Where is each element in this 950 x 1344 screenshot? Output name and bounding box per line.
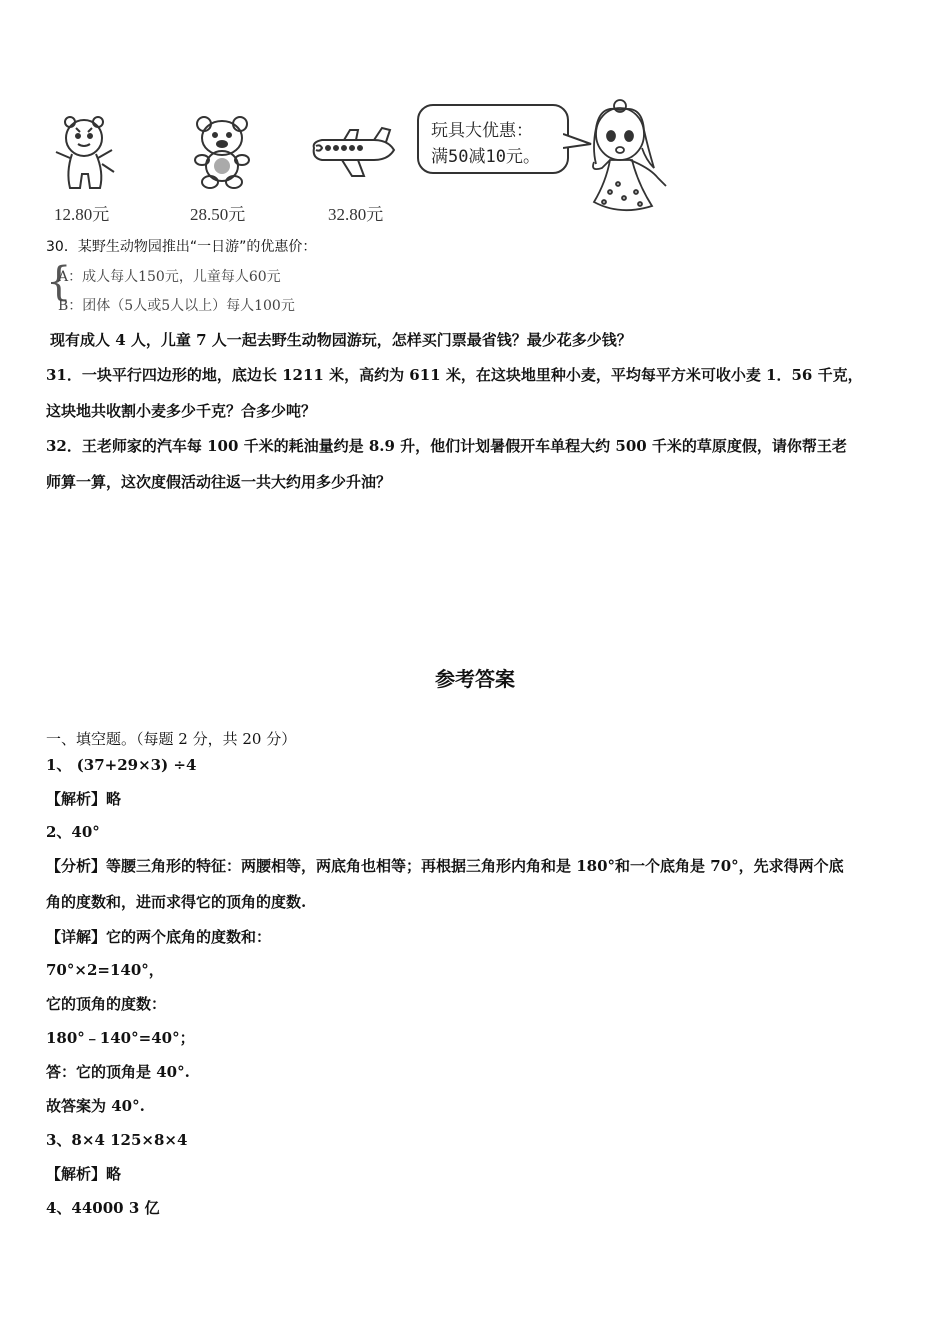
q32-line-1: 32．王老师家的汽车每 100 千米的耗油量约是 8.9 升，他们计划暑假开车单程大约 500 千米的草原度假，请你帮王老 [46,437,847,455]
q30-question: 现有成人 4 人，儿童 7 人一起去野生动物园游玩，怎样买门票最省钱？最少花多少钱？ [50,331,632,349]
q30-title: 30．某野生动物园推出“一日游”的优惠价： [46,239,317,255]
airplane-toy-icon [308,126,398,180]
girl-icon [580,98,676,224]
airplane-price: 32.80元 [328,205,384,224]
tiger-price: 12.80元 [54,205,110,224]
bear-price: 28.50元 [190,205,246,224]
tiger-toy-icon [50,112,120,194]
q31-line-1: 31．一块平行四边形的地，底边长 1211 米，高约为 611 米，在这块地里种小麦，平均每平方米可收小麦 1．56 千克， [46,366,863,384]
answer-line: 【分析】等腰三角形的特征：两腰相等，两底角也相等；再根据三角形内角和是 180°和一个底角是 70°，先求得两个底 [46,857,844,875]
answer-line: 答：它的顶角是 40°. [46,1063,190,1081]
q30-option-b: B：团体（5人或5人以上）每人100元 [58,298,295,314]
answer-line: 故答案为 40°. [46,1097,145,1115]
promo-speech-bubble [417,104,569,174]
answer-line: 2、40° [46,823,100,841]
answer-line: 3、8×4 125×8×4 [46,1131,188,1149]
bubble-line-2: 满50减10元。 [431,147,540,167]
q30-option-a: A：成人每人150元，儿童每人60元 [58,269,281,285]
answer-line: 它的顶角的度数： [46,995,167,1013]
teddy-bear-icon [190,114,256,190]
options-brace: { [46,259,72,305]
q31-line-2: 这块地共收割小麦多少千克？合多少吨？ [46,402,317,420]
q32-line-2: 师算一算，这次度假活动往返一共大约用多少升油？ [46,473,392,491]
answer-line: 【解析】略 [46,790,122,808]
answers-heading: 参考答案 [435,667,515,691]
answers-section-title: 一、填空题。（每题 2 分，共 20 分） [46,730,297,748]
answer-line: 180°﹣140°=40°； [46,1029,195,1047]
bubble-line-1: 玩具大优惠： [431,121,533,141]
answer-line: 角的度数和，进而求得它的顶角的度数. [46,893,307,911]
answer-line: 70°×2=140°， [46,961,164,979]
answer-line: 【解析】略 [46,1165,122,1183]
answer-line: 1、 (37+29×3) ÷4 [46,756,197,774]
answer-line: 【详解】它的两个底角的度数和： [46,928,272,946]
answer-line: 4、44000 3 亿 [46,1199,160,1217]
